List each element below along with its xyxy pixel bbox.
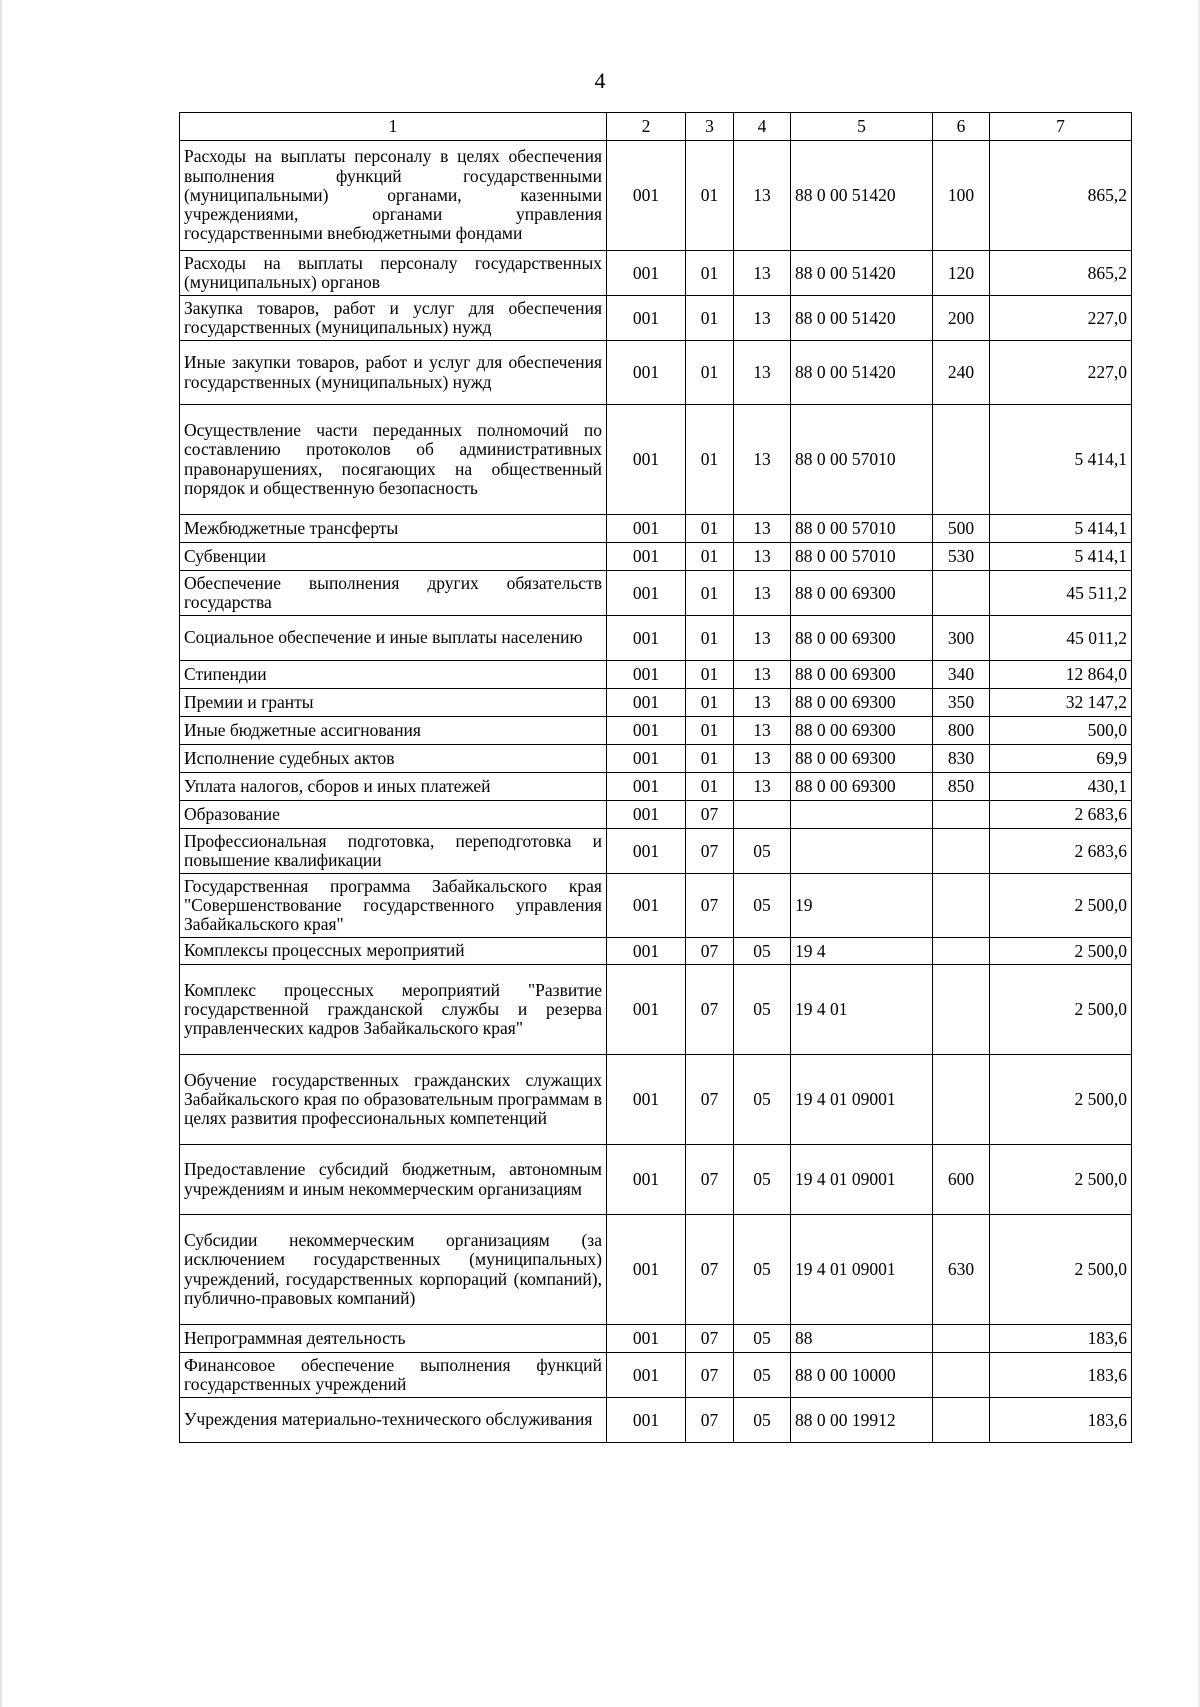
row-subsection: 13 bbox=[734, 296, 791, 341]
row-amount: 2 500,0 bbox=[990, 1145, 1132, 1215]
row-description: Непрограммная деятельность bbox=[180, 1325, 607, 1353]
row-amount: 2 500,0 bbox=[990, 1215, 1132, 1325]
row-subsection: 13 bbox=[734, 616, 791, 661]
row-subsection: 13 bbox=[734, 661, 791, 689]
row-description: Исполнение судебных актов bbox=[180, 745, 607, 773]
row-admin-code: 001 bbox=[607, 543, 686, 571]
row-subsection: 05 bbox=[734, 829, 791, 874]
row-admin-code: 001 bbox=[607, 1353, 686, 1398]
row-admin-code: 001 bbox=[607, 801, 686, 829]
table-row bbox=[180, 543, 1132, 571]
row-description: Комплекс процессных мероприятий "Развитие государственной гражданской службы и резерва управленческих кадров Забайкальского края" bbox=[180, 965, 607, 1055]
row-section: 01 bbox=[686, 717, 734, 745]
row-subsection: 13 bbox=[734, 515, 791, 543]
row-section: 01 bbox=[686, 571, 734, 616]
row-expense-type bbox=[933, 801, 990, 829]
row-subsection: 13 bbox=[734, 689, 791, 717]
row-admin-code: 001 bbox=[607, 773, 686, 801]
row-admin-code: 001 bbox=[607, 661, 686, 689]
row-expense-type: 600 bbox=[933, 1145, 990, 1215]
row-expense-type bbox=[933, 829, 990, 874]
row-subsection: 13 bbox=[734, 141, 791, 251]
row-expense-type: 800 bbox=[933, 717, 990, 745]
row-amount: 2 500,0 bbox=[990, 965, 1132, 1055]
table-row bbox=[180, 616, 1132, 661]
row-description: Государственная программа Забайкальского края "Совершенствование государственного управления Забайкальского края" bbox=[180, 874, 607, 938]
table-row bbox=[180, 745, 1132, 773]
row-expense-type: 120 bbox=[933, 251, 990, 296]
row-admin-code: 001 bbox=[607, 938, 686, 965]
row-admin-code: 001 bbox=[607, 141, 686, 251]
row-expense-type bbox=[933, 965, 990, 1055]
row-amount: 183,6 bbox=[990, 1325, 1132, 1353]
row-amount: 500,0 bbox=[990, 717, 1132, 745]
row-section: 07 bbox=[686, 1398, 734, 1443]
row-admin-code: 001 bbox=[607, 1398, 686, 1443]
column-header: 5 bbox=[791, 113, 933, 141]
row-amount: 5 414,1 bbox=[990, 405, 1132, 515]
table-row bbox=[180, 296, 1132, 341]
row-subsection: 05 bbox=[734, 1398, 791, 1443]
table-row bbox=[180, 571, 1132, 616]
row-expense-type bbox=[933, 874, 990, 938]
row-admin-code: 001 bbox=[607, 405, 686, 515]
row-expense-type bbox=[933, 1353, 990, 1398]
row-expense-type bbox=[933, 405, 990, 515]
row-amount: 227,0 bbox=[990, 296, 1132, 341]
row-expense-type: 630 bbox=[933, 1215, 990, 1325]
row-description: Комплексы процессных мероприятий bbox=[180, 938, 607, 965]
page-number: 4 bbox=[594, 68, 606, 93]
row-section: 07 bbox=[686, 965, 734, 1055]
row-section: 01 bbox=[686, 405, 734, 515]
row-target-article: 88 0 00 69300 bbox=[791, 661, 933, 689]
table-row bbox=[180, 515, 1132, 543]
row-amount: 32 147,2 bbox=[990, 689, 1132, 717]
row-admin-code: 001 bbox=[607, 1215, 686, 1325]
row-expense-type: 200 bbox=[933, 296, 990, 341]
row-admin-code: 001 bbox=[607, 1145, 686, 1215]
row-target-article: 19 4 01 09001 bbox=[791, 1145, 933, 1215]
row-subsection: 13 bbox=[734, 405, 791, 515]
row-description: Иные закупки товаров, работ и услуг для обеспечения государственных (муниципальных) нужд bbox=[180, 341, 607, 405]
row-description: Профессиональная подготовка, переподготовка и повышение квалификации bbox=[180, 829, 607, 874]
row-section: 07 bbox=[686, 1215, 734, 1325]
row-description: Обеспечение выполнения других обязательств государства bbox=[180, 571, 607, 616]
row-admin-code: 001 bbox=[607, 296, 686, 341]
table-row bbox=[180, 341, 1132, 405]
table-row bbox=[180, 1055, 1132, 1145]
row-target-article bbox=[791, 801, 933, 829]
row-expense-type: 500 bbox=[933, 515, 990, 543]
row-target-article: 19 bbox=[791, 874, 933, 938]
row-target-article: 88 0 00 19912 bbox=[791, 1398, 933, 1443]
row-subsection: 13 bbox=[734, 571, 791, 616]
row-amount: 2 500,0 bbox=[990, 1055, 1132, 1145]
row-description: Образование bbox=[180, 801, 607, 829]
row-target-article bbox=[791, 829, 933, 874]
row-amount: 183,6 bbox=[990, 1353, 1132, 1398]
row-admin-code: 001 bbox=[607, 829, 686, 874]
table-row bbox=[180, 717, 1132, 745]
table-row bbox=[180, 965, 1132, 1055]
row-expense-type bbox=[933, 1055, 990, 1145]
row-section: 07 bbox=[686, 1145, 734, 1215]
row-description: Социальное обеспечение и иные выплаты населению bbox=[180, 616, 607, 661]
row-target-article: 88 0 00 69300 bbox=[791, 616, 933, 661]
column-header: 6 bbox=[933, 113, 990, 141]
row-target-article: 19 4 01 09001 bbox=[791, 1215, 933, 1325]
row-admin-code: 001 bbox=[607, 689, 686, 717]
row-target-article: 88 0 00 57010 bbox=[791, 405, 933, 515]
row-section: 01 bbox=[686, 296, 734, 341]
row-admin-code: 001 bbox=[607, 965, 686, 1055]
row-admin-code: 001 bbox=[607, 874, 686, 938]
row-section: 01 bbox=[686, 661, 734, 689]
row-subsection: 05 bbox=[734, 1145, 791, 1215]
row-admin-code: 001 bbox=[607, 1325, 686, 1353]
row-target-article: 88 0 00 57010 bbox=[791, 515, 933, 543]
row-section: 01 bbox=[686, 341, 734, 405]
row-amount: 45 011,2 bbox=[990, 616, 1132, 661]
table-row bbox=[180, 938, 1132, 965]
row-admin-code: 001 bbox=[607, 515, 686, 543]
row-expense-type bbox=[933, 938, 990, 965]
row-target-article: 19 4 01 09001 bbox=[791, 1055, 933, 1145]
row-target-article: 88 0 00 51420 bbox=[791, 341, 933, 405]
row-section: 01 bbox=[686, 515, 734, 543]
row-amount: 69,9 bbox=[990, 745, 1132, 773]
row-admin-code: 001 bbox=[607, 251, 686, 296]
row-expense-type: 240 bbox=[933, 341, 990, 405]
table-row bbox=[180, 1398, 1132, 1443]
row-expense-type bbox=[933, 1398, 990, 1443]
row-amount: 865,2 bbox=[990, 141, 1132, 251]
row-amount: 2 500,0 bbox=[990, 938, 1132, 965]
row-subsection: 13 bbox=[734, 543, 791, 571]
row-subsection: 05 bbox=[734, 1215, 791, 1325]
row-subsection: 05 bbox=[734, 938, 791, 965]
row-description: Финансовое обеспечение выполнения функций государственных учреждений bbox=[180, 1353, 607, 1398]
row-target-article: 88 bbox=[791, 1325, 933, 1353]
row-expense-type: 350 bbox=[933, 689, 990, 717]
row-description: Субвенции bbox=[180, 543, 607, 571]
table-row bbox=[180, 251, 1132, 296]
table-row bbox=[180, 1145, 1132, 1215]
row-expense-type: 850 bbox=[933, 773, 990, 801]
scan-edge-left bbox=[0, 0, 2, 1707]
row-amount: 865,2 bbox=[990, 251, 1132, 296]
row-section: 07 bbox=[686, 1325, 734, 1353]
row-expense-type: 300 bbox=[933, 616, 990, 661]
row-section: 01 bbox=[686, 543, 734, 571]
row-description: Расходы на выплаты персоналу в целях обеспечения выполнения функций государственными (муниципальными) органами, казенными учреждениями, органами управления государственными внебюджетными фондами bbox=[180, 141, 607, 251]
table-row bbox=[180, 874, 1132, 938]
row-subsection: 13 bbox=[734, 773, 791, 801]
column-header: 7 bbox=[990, 113, 1132, 141]
row-amount: 5 414,1 bbox=[990, 515, 1132, 543]
row-description: Межбюджетные трансферты bbox=[180, 515, 607, 543]
row-description: Учреждения материально-технического обслуживания bbox=[180, 1398, 607, 1443]
row-admin-code: 001 bbox=[607, 1055, 686, 1145]
column-header: 2 bbox=[607, 113, 686, 141]
row-amount: 2 683,6 bbox=[990, 829, 1132, 874]
row-amount: 45 511,2 bbox=[990, 571, 1132, 616]
row-subsection bbox=[734, 801, 791, 829]
row-section: 01 bbox=[686, 141, 734, 251]
table-row bbox=[180, 773, 1132, 801]
row-section: 01 bbox=[686, 745, 734, 773]
table-header-row bbox=[180, 113, 1132, 141]
row-subsection: 05 bbox=[734, 1353, 791, 1398]
table-row bbox=[180, 1215, 1132, 1325]
row-target-article: 88 0 00 51420 bbox=[791, 141, 933, 251]
row-amount: 5 414,1 bbox=[990, 543, 1132, 571]
row-expense-type bbox=[933, 1325, 990, 1353]
row-expense-type: 830 bbox=[933, 745, 990, 773]
row-target-article: 19 4 01 bbox=[791, 965, 933, 1055]
row-subsection: 05 bbox=[734, 874, 791, 938]
column-header: 1 bbox=[180, 113, 607, 141]
row-subsection: 05 bbox=[734, 965, 791, 1055]
row-section: 07 bbox=[686, 801, 734, 829]
row-subsection: 05 bbox=[734, 1055, 791, 1145]
row-amount: 2 683,6 bbox=[990, 801, 1132, 829]
row-target-article: 88 0 00 51420 bbox=[791, 251, 933, 296]
row-description: Закупка товаров, работ и услуг для обеспечения государственных (муниципальных) нужд bbox=[180, 296, 607, 341]
row-target-article: 88 0 00 69300 bbox=[791, 745, 933, 773]
row-section: 01 bbox=[686, 251, 734, 296]
row-target-article: 19 4 bbox=[791, 938, 933, 965]
row-description: Обучение государственных гражданских служащих Забайкальского края по образовательным программам в целях развития профессиональных компетенций bbox=[180, 1055, 607, 1145]
table-row bbox=[180, 801, 1132, 829]
row-section: 07 bbox=[686, 1353, 734, 1398]
row-admin-code: 001 bbox=[607, 341, 686, 405]
table-row bbox=[180, 1353, 1132, 1398]
row-description: Осуществление части переданных полномочий по составлению протоколов об административных правонарушениях, посягающих на общественный порядок и общественную безопасность bbox=[180, 405, 607, 515]
row-section: 07 bbox=[686, 1055, 734, 1145]
row-subsection: 13 bbox=[734, 717, 791, 745]
row-target-article: 88 0 00 69300 bbox=[791, 773, 933, 801]
row-admin-code: 001 bbox=[607, 745, 686, 773]
row-description: Субсидии некоммерческим организациям (за исключением государственных (муниципальных) учреждений, государственных корпораций (компаний), публично-правовых компаний) bbox=[180, 1215, 607, 1325]
table-row bbox=[180, 661, 1132, 689]
row-description: Предоставление субсидий бюджетным, автономным учреждениям и иным некоммерческим организациям bbox=[180, 1145, 607, 1215]
row-subsection: 13 bbox=[734, 251, 791, 296]
row-amount: 12 864,0 bbox=[990, 661, 1132, 689]
row-admin-code: 001 bbox=[607, 717, 686, 745]
row-section: 07 bbox=[686, 874, 734, 938]
row-expense-type: 530 bbox=[933, 543, 990, 571]
row-expense-type: 340 bbox=[933, 661, 990, 689]
row-target-article: 88 0 00 51420 bbox=[791, 296, 933, 341]
row-amount: 2 500,0 bbox=[990, 874, 1132, 938]
row-description: Иные бюджетные ассигнования bbox=[180, 717, 607, 745]
row-target-article: 88 0 00 69300 bbox=[791, 717, 933, 745]
row-section: 01 bbox=[686, 689, 734, 717]
row-target-article: 88 0 00 69300 bbox=[791, 571, 933, 616]
row-target-article: 88 0 00 10000 bbox=[791, 1353, 933, 1398]
row-section: 07 bbox=[686, 938, 734, 965]
table-row bbox=[180, 405, 1132, 515]
table-row bbox=[180, 689, 1132, 717]
row-description: Стипендии bbox=[180, 661, 607, 689]
row-description: Премии и гранты bbox=[180, 689, 607, 717]
table-row bbox=[180, 1325, 1132, 1353]
row-description: Расходы на выплаты персоналу государственных (муниципальных) органов bbox=[180, 251, 607, 296]
row-subsection: 05 bbox=[734, 1325, 791, 1353]
column-header: 4 bbox=[734, 113, 791, 141]
row-expense-type: 100 bbox=[933, 141, 990, 251]
row-subsection: 13 bbox=[734, 341, 791, 405]
budget-table bbox=[179, 112, 1132, 1443]
row-admin-code: 001 bbox=[607, 616, 686, 661]
row-section: 01 bbox=[686, 616, 734, 661]
table-row bbox=[180, 829, 1132, 874]
row-admin-code: 001 bbox=[607, 571, 686, 616]
row-section: 07 bbox=[686, 829, 734, 874]
column-header: 3 bbox=[686, 113, 734, 141]
row-target-article: 88 0 00 57010 bbox=[791, 543, 933, 571]
row-amount: 183,6 bbox=[990, 1398, 1132, 1443]
row-amount: 227,0 bbox=[990, 341, 1132, 405]
row-target-article: 88 0 00 69300 bbox=[791, 689, 933, 717]
row-description: Уплата налогов, сборов и иных платежей bbox=[180, 773, 607, 801]
table-row bbox=[180, 141, 1132, 251]
row-subsection: 13 bbox=[734, 745, 791, 773]
row-amount: 430,1 bbox=[990, 773, 1132, 801]
row-section: 01 bbox=[686, 773, 734, 801]
row-expense-type bbox=[933, 571, 990, 616]
